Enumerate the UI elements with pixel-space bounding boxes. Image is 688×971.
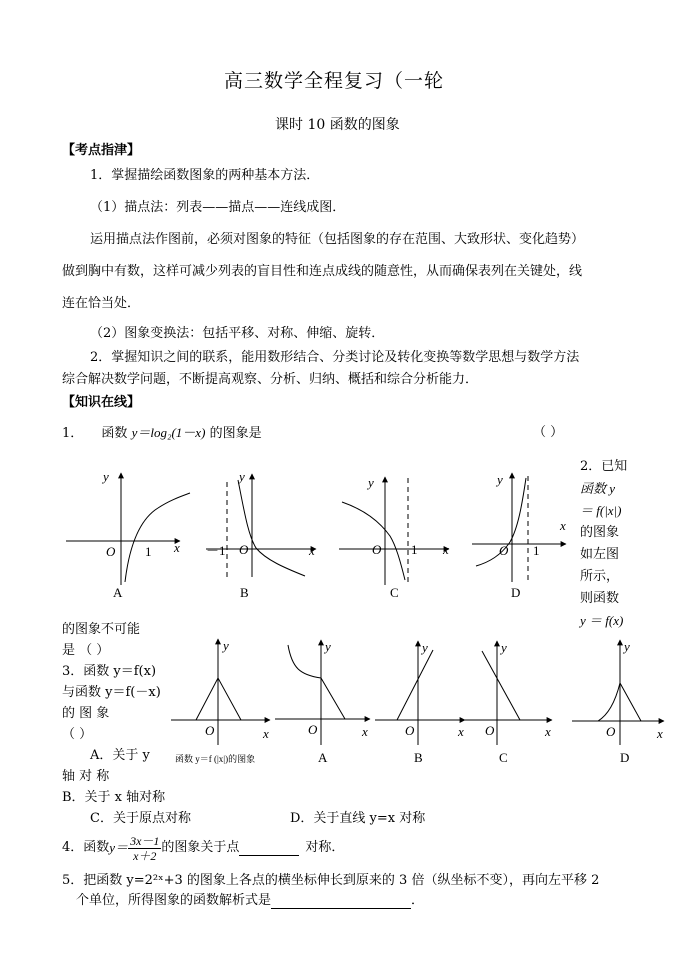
y-label: y [624,639,630,654]
q2-graph-a [275,640,370,745]
origin-label: O [372,542,382,557]
x-label: x [362,724,368,739]
q3-option-d: D．关于直线 y=x 对称 [290,811,426,826]
question-number: 1． [62,426,84,441]
option-label-c: C [390,585,399,600]
q2-graph-d [572,640,664,745]
x-label: x [458,724,464,739]
function-expression: y＝log₂(1－x) [131,425,206,440]
q2-graph-c [462,641,552,745]
option-label-a: A [113,585,123,600]
x-label: x [657,726,663,741]
question-4: 4．函数 y＝ $\frac{3x-1}{x+2}$ 的图象关于点 对称． [62,833,345,863]
origin-label: O [106,544,116,559]
question-3-line: （ ） [62,727,93,742]
answer-blank[interactable] [271,894,411,909]
origin-label: O [485,723,495,738]
q2-graph-b [375,641,465,745]
question-5-line: 个单位，所得图象的函数解析式是 ． [76,893,425,908]
key-point-method-1: （1）描点法：列表——描点——连线成图． [90,200,346,215]
y-label: y [325,639,331,654]
option-label-a: A [318,750,328,765]
option-label-b: B [240,585,249,600]
graph-lines [397,650,433,720]
q3-option-a: A．关于 y [90,748,150,763]
q2-given-graph [171,639,270,745]
origin-label: O [205,723,215,738]
q1-graph-a [66,473,190,585]
answer-blank[interactable] [239,841,299,856]
origin-label: O [499,543,509,558]
x-label: x [545,724,551,739]
section-heading-knowledge: 【知识在线】 [62,395,141,410]
paragraph-line: 综合解决数学问题，不断提高观察、分析、归纳、概括和综合分析能力． [62,372,479,387]
page-title: 高三数学全程复习（一轮 [224,70,445,92]
y-label: y [223,638,229,653]
option-label-d: D [511,585,521,600]
question-3-line: 的 图 象 [62,706,110,721]
origin-label: O [239,542,249,557]
y-label: y [239,469,245,484]
given-graph-caption: 函数 y＝f (|x|)的图象 [175,754,256,764]
x-label: x [309,543,315,558]
option-label-d: D [620,750,630,765]
tick-label-1: 1 [145,544,152,559]
x-label: x [174,540,180,555]
lesson-title: 课时 10 函数的图象 [275,117,400,133]
graph-lines [288,645,345,719]
curve [125,493,190,582]
question-2-text: 2．已知 函数 y ＝ f(|x|) 的图象 如左图 所示， 则函数 y ＝ f(x) [580,459,628,628]
y-label: y [497,472,503,487]
question-5: 5．把函数 y=2²ˣ+3 的图象上各点的横坐标伸长到原来的 3 倍（纵坐标不变），再向左平移 2 [62,873,600,888]
y-label: y [103,469,109,484]
q3-option-a-cont: 轴 对 称 [62,769,110,784]
q1-graph-d [472,473,566,584]
x-label: x [263,726,269,741]
q3-option-c: C．关于原点对称 [90,811,191,826]
y-label: y [422,640,428,655]
question-2-tail: 的图象不可能 [62,622,141,637]
key-point-method-2: （2）图象变换法：包括平移、对称、伸缩、旋转． [90,326,385,341]
key-point-1: 1．掌握描绘函数图象的两种基本方法． [90,168,320,183]
q3-option-b: B．关于 x 轴对称 [62,790,166,805]
paragraph-line: 连在恰当处． [62,296,141,311]
answer-paren: （ ） [533,425,564,440]
y-label: y [368,475,374,490]
key-point-2: 2．掌握知识之间的联系，能用数形结合、分类讨论及转化变换等数学思想与数学方法 [90,350,580,365]
graph-lines [482,651,520,720]
curve [342,502,405,580]
section-heading-key-points: 【考点指津】 [62,143,141,158]
question-2-tail: 是 （ ） [62,643,110,658]
paragraph-line: 做到胸中有数，这样可减少列表的盲目性和连点成线的随意性，从而确保表列在关键处，线 [62,264,583,279]
origin-label: O [405,723,415,738]
x-label: x [443,542,449,557]
question-1: 1． 函数 y＝log₂(1－x) 的图象是 [62,425,262,441]
option-label-b: B [414,750,423,765]
q1-graph-b [206,474,316,580]
origin-label: O [308,722,318,737]
x-label: x [560,518,566,533]
question-3-line: 与函数 y＝f(－x) [62,685,161,700]
y-label: y [501,640,507,655]
question-3: 3．函数 y＝f(x) [62,664,157,679]
origin-label: O [606,724,616,739]
curve [238,480,305,576]
paragraph-line: 运用描点法作图前，必须对图象的特征（包括图象的存在范围、大致形状、变化趋势） [90,232,585,247]
tick-label-1: 1 [533,543,540,558]
option-label-c: C [499,750,508,765]
tick-label-1: 1 [411,542,418,557]
fraction: $\frac{3x-1}{x+2}$ [130,833,160,863]
tick-label-neg-1: －1 [206,543,226,558]
q1-graph-c [339,477,449,585]
